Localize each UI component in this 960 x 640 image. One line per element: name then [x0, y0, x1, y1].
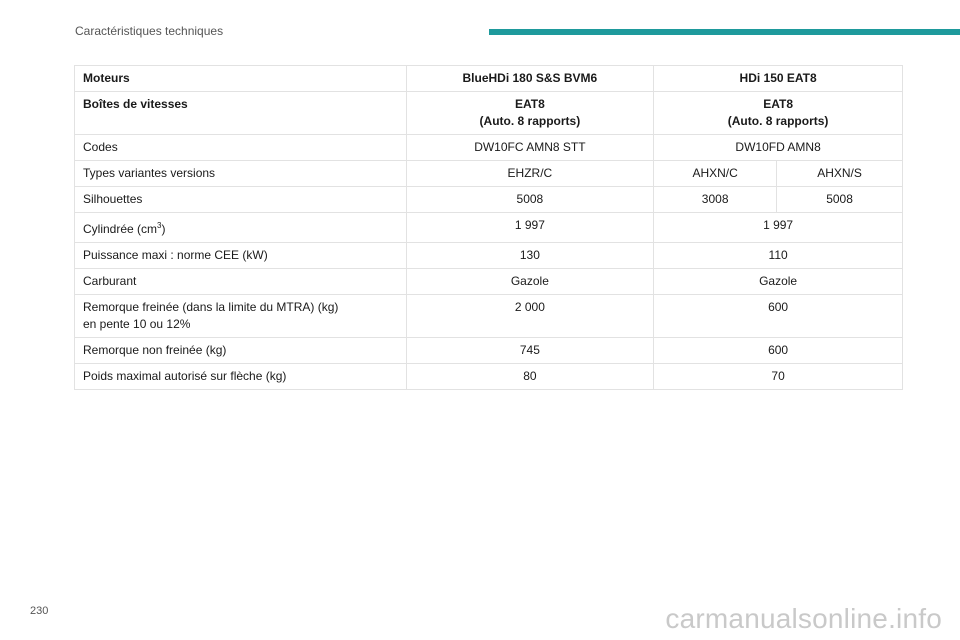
table-cell: AHXN/S — [777, 161, 903, 187]
table-cell: DW10FD AMN8 — [654, 135, 903, 161]
row-label-puissance: Puissance maxi : norme CEE (kW) — [75, 243, 407, 269]
table-row — [75, 135, 903, 161]
table-cell: 3008 — [654, 187, 777, 213]
table-cell: 2 000 — [406, 295, 654, 338]
table-row — [75, 187, 903, 213]
gearbox-col1-line2: (Auto. 8 rapports) — [479, 114, 581, 128]
table-cell: 110 — [654, 243, 903, 269]
row-label-poids-fleche: Poids maximal autorisé sur flèche (kg) — [75, 364, 407, 390]
watermark-text: carmanualsonline.info — [665, 603, 942, 634]
gearbox-col2-line2: (Auto. 8 rapports) — [727, 114, 829, 128]
engine-bluehdi-180: BlueHDi 180 S&S BVM6 — [406, 66, 654, 92]
specifications-table — [74, 65, 903, 390]
row-label-codes: Codes — [75, 135, 407, 161]
table-row — [75, 364, 903, 390]
row-label-cylindree — [75, 213, 407, 243]
gearbox-col1 — [406, 92, 654, 135]
table-row — [75, 269, 903, 295]
row-label-carburant: Carburant — [75, 269, 407, 295]
table-row — [75, 213, 903, 243]
table-cell: 5008 — [406, 187, 654, 213]
table-cell: AHXN/C — [654, 161, 777, 187]
row-label-boites: Boîtes de vitesses — [75, 92, 407, 135]
table-cell: 600 — [654, 338, 903, 364]
row-label-remorque-freinee — [75, 295, 407, 338]
table-cell: 745 — [406, 338, 654, 364]
table-cell: 80 — [406, 364, 654, 390]
table-cell: DW10FC AMN8 STT — [406, 135, 654, 161]
gearbox-col2 — [654, 92, 903, 135]
table-row — [75, 243, 903, 269]
cylindree-label-prefix: Cylindrée (cm — [83, 222, 158, 236]
row-label-silhouettes: Silhouettes — [75, 187, 407, 213]
table-row — [75, 338, 903, 364]
cylindree-label-sup: 3 — [157, 221, 162, 230]
table-row — [75, 161, 903, 187]
table-row — [75, 92, 903, 135]
engine-hdi-150: HDi 150 EAT8 — [654, 66, 903, 92]
cylindree-label-suffix: ) — [161, 222, 166, 236]
remorque-freinee-line1: Remorque freinée (dans la limite du MTRA) (kg) — [83, 300, 339, 314]
table-cell: 130 — [406, 243, 654, 269]
gearbox-col2-line1: EAT8 — [763, 97, 793, 111]
table-cell: 1 997 — [654, 213, 903, 243]
table-cell: 70 — [654, 364, 903, 390]
table-cell: EHZR/C — [406, 161, 654, 187]
row-label-remorque-non-freinee: Remorque non freinée (kg) — [75, 338, 407, 364]
page-number: 230 — [30, 605, 49, 617]
remorque-freinee-line2: en pente 10 ou 12% — [83, 317, 191, 331]
table-row — [75, 66, 903, 92]
table-cell: 600 — [654, 295, 903, 338]
table-cell: 5008 — [777, 187, 903, 213]
table-cell: Gazole — [406, 269, 654, 295]
row-label-moteurs: Moteurs — [75, 66, 407, 92]
table-row — [75, 295, 903, 338]
row-label-types: Types variantes versions — [75, 161, 407, 187]
gearbox-col1-line1: EAT8 — [514, 97, 545, 111]
section-title: Caractéristiques techniques — [75, 24, 224, 38]
table-cell: 1 997 — [406, 213, 654, 243]
table-cell: Gazole — [654, 269, 903, 295]
header-accent-bar — [489, 29, 960, 35]
